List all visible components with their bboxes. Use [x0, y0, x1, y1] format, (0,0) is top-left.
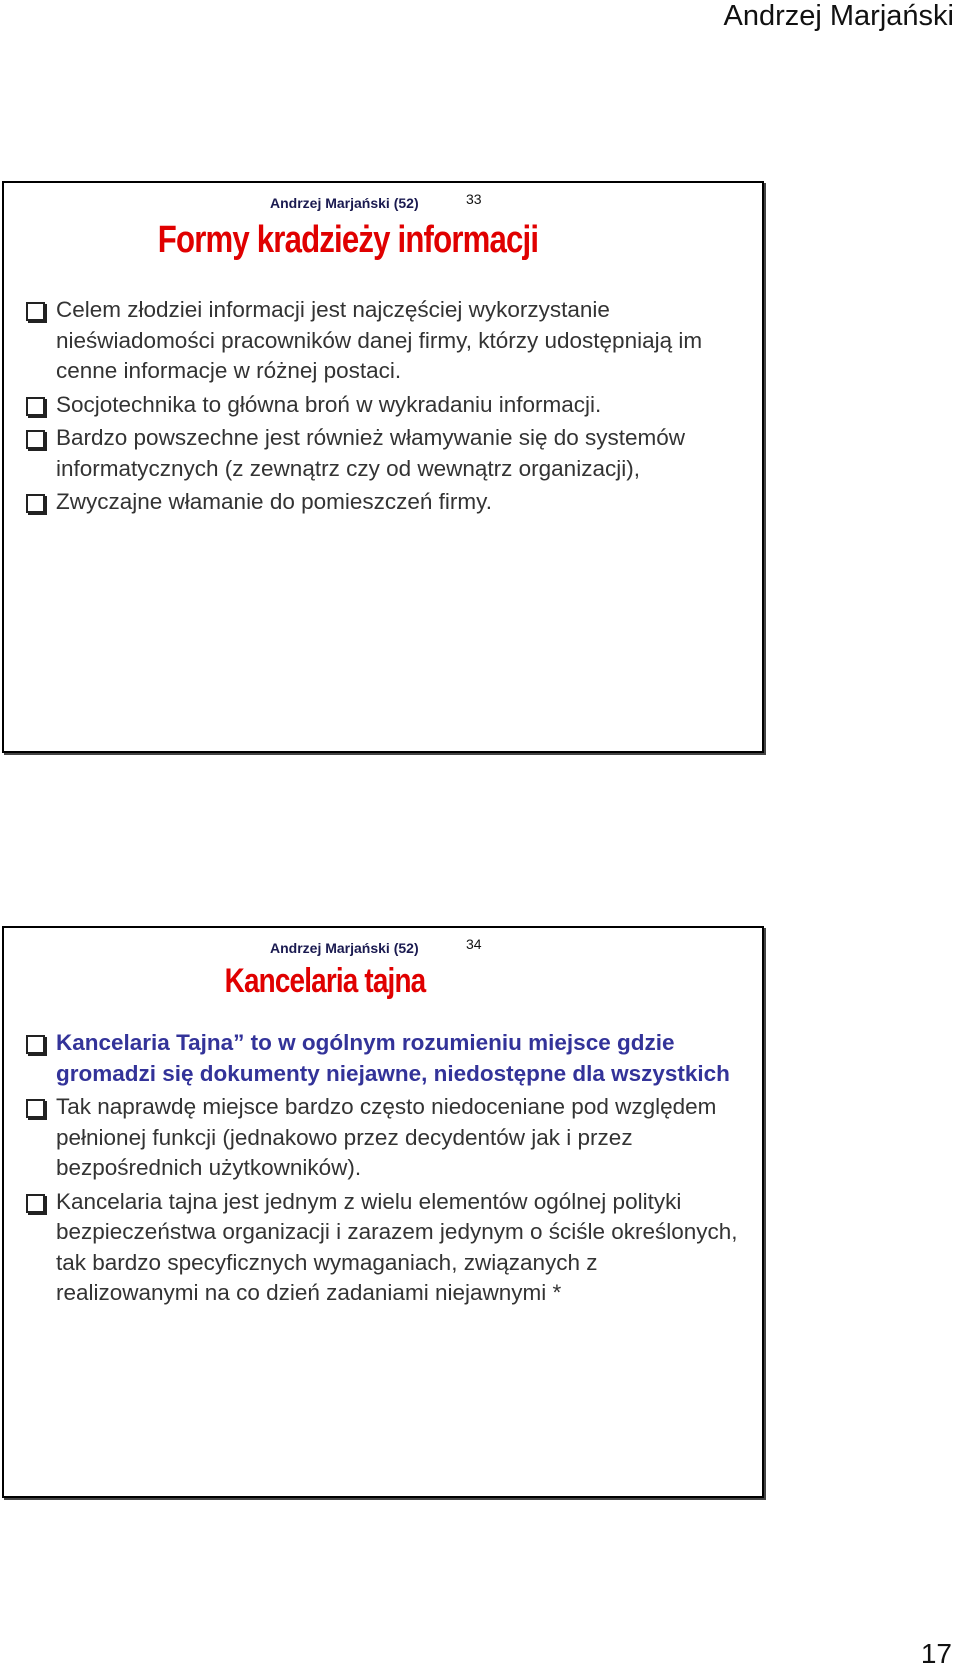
bullet-text: Tak naprawdę miejsce bardzo często niedoceniane pod względem pełnionej funkcji (jednakowo przez decydentów jak i przez bezpośrednich użytkowników). [56, 1094, 717, 1180]
bullet-item [26, 423, 742, 484]
bullet-item [26, 487, 742, 518]
checkbox-bullet-icon [26, 1035, 45, 1054]
slide-number: 34 [466, 936, 482, 952]
checkbox-bullet-icon [26, 302, 45, 321]
checkbox-bullet-icon [26, 494, 45, 513]
checkbox-bullet-icon [26, 1099, 45, 1118]
bullet-item [26, 1187, 742, 1309]
bullet-item [26, 1092, 742, 1184]
page-header-author: Andrzej Marjański [723, 0, 954, 32]
bullet-text: Zwyczajne włamanie do pomieszczeń firmy. [56, 489, 492, 514]
checkbox-bullet-icon [26, 430, 45, 449]
slide-34 [2, 926, 764, 1498]
slide-author: Andrzej Marjański (52) [270, 195, 419, 211]
slide-33 [2, 181, 764, 753]
slide-author: Andrzej Marjański (52) [270, 940, 419, 956]
bullet-text: Bardzo powszechne jest również włamywanie się do systemów informatycznych (z zewnątrz czy od wewnątrz organizacji), [56, 425, 686, 481]
bullet-item [26, 390, 742, 421]
bullet-list [26, 295, 742, 521]
slide-meta [4, 189, 762, 213]
slide-number: 33 [466, 191, 482, 207]
slide-meta [4, 934, 762, 958]
checkbox-bullet-icon [26, 397, 45, 416]
bullet-list [26, 1028, 742, 1312]
bullet-text: Kancelaria tajna jest jednym z wielu elementów ogólnej polityki bezpieczeństwa organizacji i zarazem jedynym o ściśle określonych, tak bardzo specyficznych wymaganiach, związanych z realizowanymi na co dzień zadaniami niejawnymi * [56, 1188, 738, 1305]
bullet-text: Socjotechnika to główna broń w wykradaniu informacji. [56, 391, 602, 417]
bullet-text: Kancelaria Tajna” to w ogólnym rozumieniu miejsce gdzie gromadzi się dokumenty niejawne, niedostępne dla wszystkich [56, 1030, 730, 1086]
bullet-item [26, 1028, 742, 1089]
slide-title: Kancelaria tajna [224, 962, 426, 1000]
bullet-text: Celem złodziei informacji jest najczęściej wykorzystanie nieświadomości pracowników danej firmy, którzy udostępniają im cenne informacje w różnej postaci. [56, 297, 703, 383]
slide-title: Formy kradzieży informacji [157, 219, 539, 261]
checkbox-bullet-icon [26, 1194, 45, 1213]
page-number: 17 [920, 1638, 952, 1669]
bullet-item [26, 295, 742, 387]
